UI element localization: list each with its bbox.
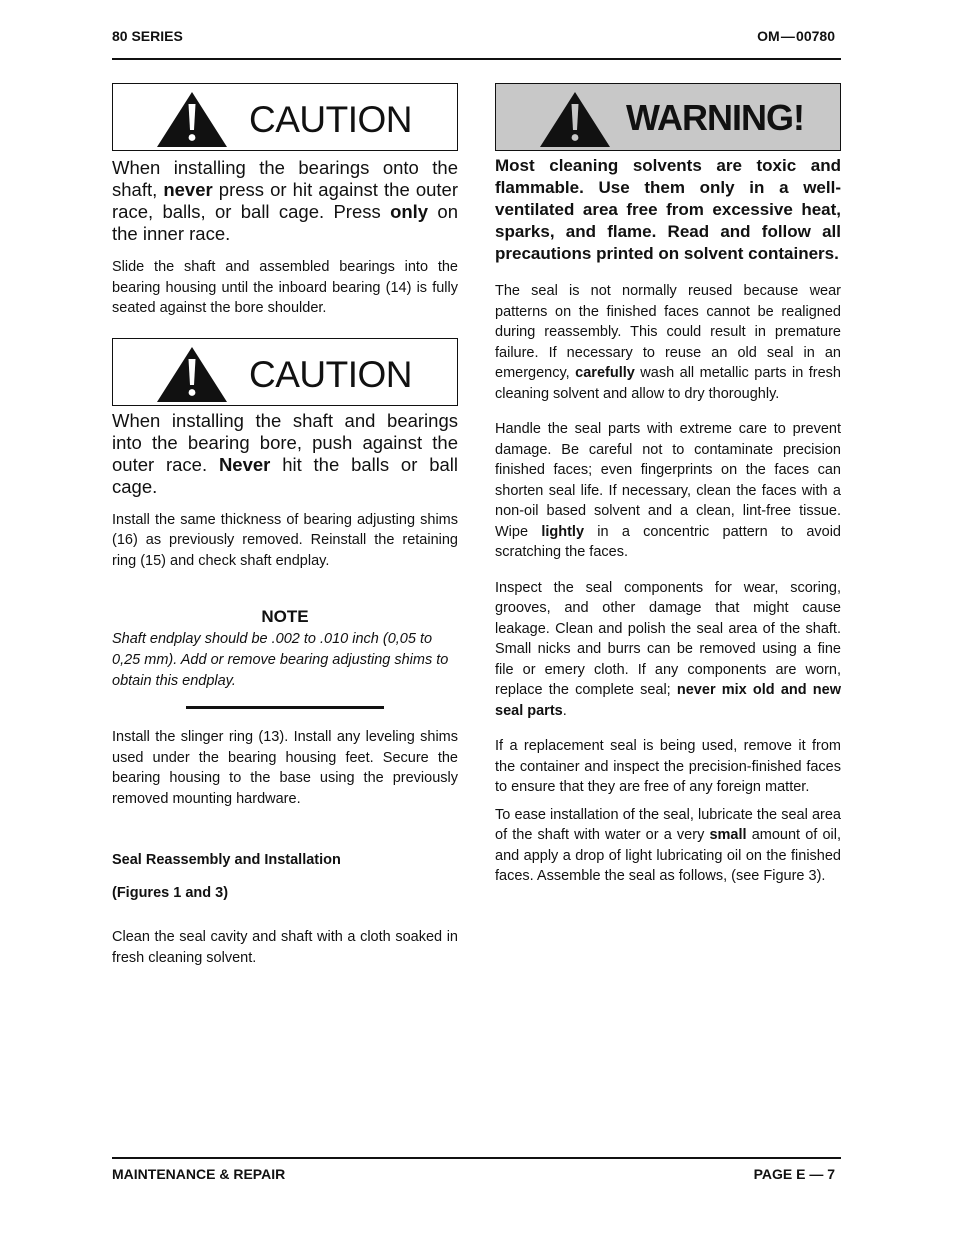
header-doc-number: OM — 00780: [757, 28, 835, 44]
caution-box-2: [112, 338, 458, 406]
footer-rule: [112, 1157, 841, 1159]
warning-text: Most cleaning solvents are toxic and flammable. Use them only in a well-ventilated area free from excessive heat, sparks, and flame. Read and follow all precautions printed on solvent containers.: [495, 156, 841, 263]
note-title: NOTE: [261, 607, 309, 626]
left-column: [112, 83, 458, 968]
exclamation-triangle-icon: [539, 90, 611, 148]
paragraph-clean-cavity: Clean the seal cavity and shaft with a cloth soaked in fresh cleaning solvent.: [112, 929, 458, 966]
header-series: 80 SERIES: [112, 28, 183, 44]
paragraph-seal-reuse: The seal is not normally reused because wear patterns on the finished faces cannot be realigned during reassembly. This could result in premature failure. If necessary to reuse an old seal in an emergency, carefully wash all metallic parts in fresh cleaning solvent and allow to dry thoroughly.: [495, 283, 841, 402]
paragraph-lubricate: To ease installation of the seal, lubricate the seal area of the shaft with water or a very small amount of oil, and apply a drop of light lubricating oil on the finished faces. Assemble the seal as follows, (see Figure 3).: [495, 806, 841, 884]
warning-box: [495, 83, 841, 151]
caution-label: CAUTION: [249, 353, 412, 395]
section-heading: Seal Reassembly and Installation: [112, 852, 341, 868]
footer-page-number: PAGE E — 7: [753, 1166, 835, 1182]
paragraph-shims: Install the same thickness of bearing adjusting shims (16) as previously removed. Reinstall the retaining ring (15) and check shaft endplay.: [112, 511, 458, 569]
paragraph-inspect-seal: Inspect the seal components for wear, scoring, grooves, and other damage that might cause leakage. Clean and polish the seal area of the shaft. Small nicks and burrs can be removed using a fine file or emery cloth. If any components are worn, replace the complete seal; never mix old and new seal parts.: [495, 579, 841, 719]
exclamation-triangle-icon: [156, 345, 228, 403]
warning-label: WARNING!: [626, 97, 804, 138]
caution-label: CAUTION: [249, 99, 412, 140]
paragraph-handle-seal: Handle the seal parts with extreme care to prevent damage. Be careful not to contaminate precision finished faces; even fingerprints on the faces can shorten seal life. If necessary, clean the faces with a non-oil based solvent and a clean, lint-free tissue. Wipe lightly in a concentric pattern to avoid scratching the faces.: [495, 421, 841, 560]
paragraph-slide-shaft: Slide the shaft and assembled bearings into the bearing housing until the inboard bearing (14) is fully seated against the bore shoulder.: [112, 259, 458, 316]
note-text: Shaft endplay should be .002 to .010 inch (0,05 to 0,25 mm). Add or remove bearing adjusting shims to obtain this endplay.: [112, 631, 449, 689]
note-rule: [186, 706, 384, 709]
paragraph-slinger-ring: Install the slinger ring (13). Install any leveling shims used under the bearing housing feet. Secure the bearing housing to the base using the previously removed mounting hardware.: [112, 729, 458, 807]
paragraph-replacement-seal: If a replacement seal is being used, remove it from the container and inspect the precision-finished faces to ensure that they are free of any foreign matter.: [495, 738, 841, 795]
caution-text-1: When installing the bearings onto the shaft, never press or hit against the outer race, balls, or ball cage. Press only on the inner race.: [112, 157, 459, 244]
header-rule: [112, 58, 841, 60]
footer-section: MAINTENANCE & REPAIR: [112, 1166, 286, 1182]
right-column: [495, 83, 841, 887]
caution-box-1: [112, 83, 458, 151]
caution-text-2: When installing the shaft and bearings into the bearing bore, push against the outer race. Never hit the balls or ball cage.: [112, 409, 458, 497]
section-subheading: (Figures 1 and 3): [112, 885, 229, 901]
exclamation-triangle-icon: [156, 90, 228, 148]
